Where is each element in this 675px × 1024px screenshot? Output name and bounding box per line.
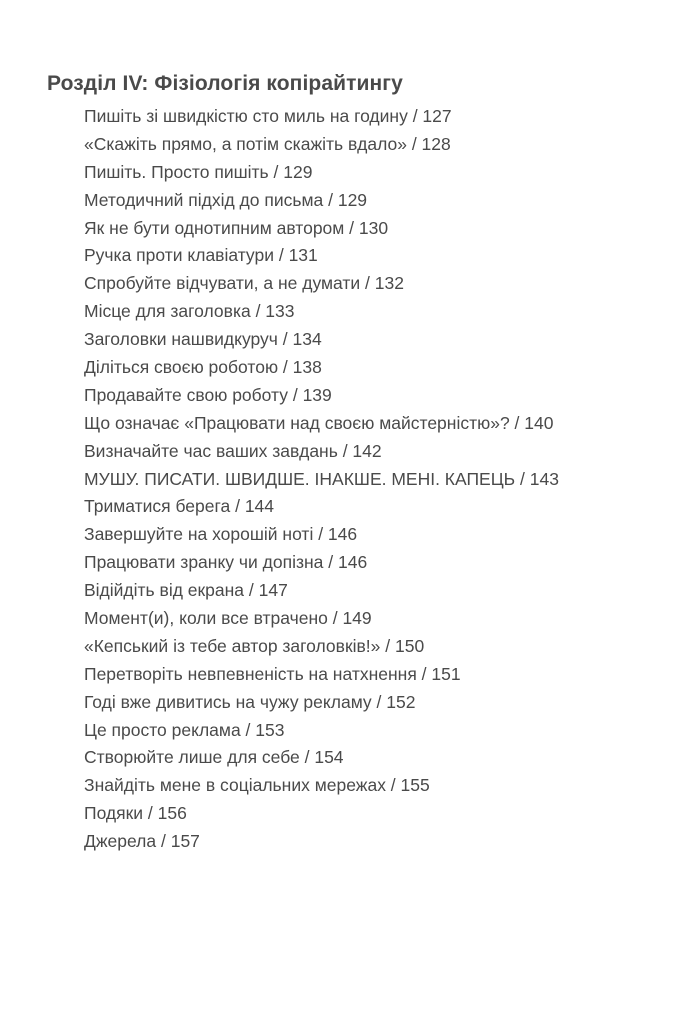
toc-entry: Місце для заголовка / 133 bbox=[84, 301, 295, 322]
section-title: Розділ IV: Фізіологія копірайтингу bbox=[47, 72, 403, 95]
toc-entry: Заголовки нашвидкуруч / 134 bbox=[84, 329, 322, 350]
toc-entry: Джерела / 157 bbox=[84, 831, 200, 852]
toc-entry: Знайдіть мене в соціальних мережах / 155 bbox=[84, 775, 430, 796]
toc-entry: «Кепський із тебе автор заголовків!» / 150 bbox=[84, 635, 425, 656]
toc-entry: Як не бути однотипним автором / 130 bbox=[84, 217, 389, 238]
toc-entry: Пишіть. Просто пишіть / 129 bbox=[84, 161, 313, 182]
toc-entry: Це просто реклама / 153 bbox=[84, 719, 285, 740]
toc-entry: МУШУ. ПИСАТИ. ШВИДШЕ. ІНАКШЕ. МЕНІ. КАПЕЦЬ / 143 bbox=[84, 468, 559, 489]
toc-entry: Відійдіть від екрана / 147 bbox=[84, 580, 288, 601]
toc-entry: Визначайте час ваших завдань / 142 bbox=[84, 440, 382, 461]
toc-entry: Створюйте лише для себе / 154 bbox=[84, 747, 344, 768]
toc-entry: Годі вже дивитись на чужу рекламу / 152 bbox=[84, 691, 416, 712]
table-of-contents bbox=[84, 103, 559, 856]
toc-entry: Що означає «Працювати над своєю майстерністю»? / 140 bbox=[84, 412, 554, 433]
toc-entry: Пишіть зі швидкістю сто миль на годину / 127 bbox=[84, 106, 452, 126]
toc-entry: Продавайте свою роботу / 139 bbox=[84, 384, 332, 405]
toc-entry: Перетворіть невпевненість на натхнення / 151 bbox=[84, 663, 461, 684]
toc-entry: «Скажіть прямо, а потім скажіть вдало» / 128 bbox=[84, 133, 451, 154]
toc-entry: Діліться своєю роботою / 138 bbox=[84, 357, 322, 378]
toc-entry: Момент(и), коли все втрачено / 149 bbox=[84, 608, 372, 629]
toc-entry: Подяки / 156 bbox=[84, 803, 187, 824]
toc-entry: Працювати зранку чи допізна / 146 bbox=[84, 552, 368, 573]
toc-entry: Завершуйте на хорошій ноті / 146 bbox=[84, 524, 358, 545]
toc-entry: Спробуйте відчувати, а не думати / 132 bbox=[84, 273, 404, 294]
toc-entry: Триматися берега / 144 bbox=[84, 496, 275, 517]
toc-entry: Методичний підхід до письма / 129 bbox=[84, 189, 368, 210]
toc-entry: Ручка проти клавіатури / 131 bbox=[84, 245, 318, 266]
